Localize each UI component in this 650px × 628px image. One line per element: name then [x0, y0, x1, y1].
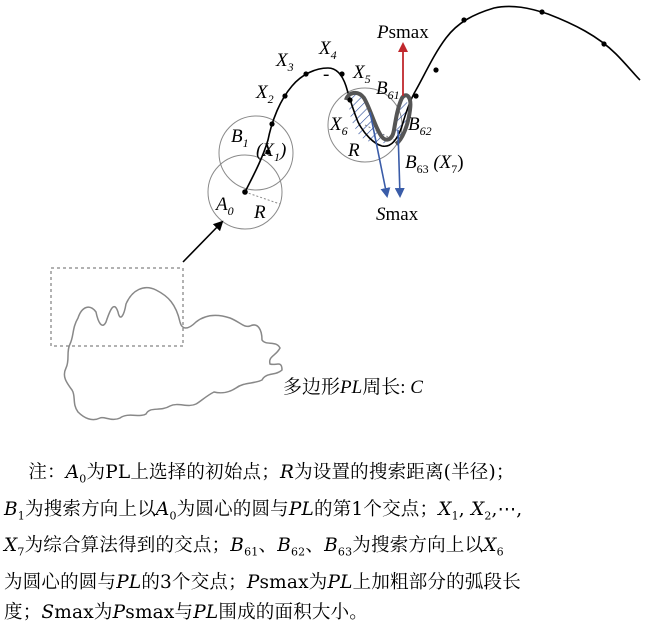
caption-line-1: 注：$A_0$为PL上选择的初始点；R为设置的搜索距离(半径)； — [28, 462, 515, 486]
caption-line-5: 度；Smax为Psmax与PL围成的面积大小。 — [4, 602, 368, 624]
curve-point — [413, 93, 418, 98]
label-x4: $X_4$ — [319, 38, 337, 62]
curve-point — [347, 97, 352, 102]
label-r-x6: R — [348, 140, 360, 161]
label-b1: $B_1$ — [231, 126, 249, 150]
caption-line-3: $X_7$为综合算法得到的交点；$B_{61}$、$B_{62}$、$B_{63}$为搜索方向上以$X_6$ — [4, 535, 504, 560]
polygon-pl-outline — [64, 288, 282, 420]
label-b61: $B_{61}$ — [376, 78, 400, 102]
curve-point — [339, 71, 344, 76]
label-b63-x7: $B_{63}$ $(X_7)$ — [405, 152, 464, 176]
curve-point — [601, 41, 606, 46]
label-x2: $X_2$ — [256, 82, 274, 106]
label-x1: $(X_1)$ — [256, 140, 287, 164]
curve-point — [303, 71, 308, 76]
zoom-region-box — [51, 268, 183, 346]
figure-caption — [4, 458, 646, 628]
label-x5: $X_5$ — [353, 62, 371, 86]
label-x6: $X_6$ — [330, 114, 348, 138]
label-a0: $A_0$ — [216, 194, 234, 218]
polygon-perimeter-label: 多边形PL周长: C — [283, 377, 423, 398]
curve-point — [539, 9, 544, 14]
curve-point — [461, 17, 466, 22]
caption-line-4: 为圆心的圆与PL的3个交点；Psmax为PL上加粗部分的弧段长 — [4, 572, 521, 594]
label-b62: $B_{62}$ — [408, 114, 432, 138]
curve-point — [242, 189, 248, 195]
label-x3: $X_3$ — [276, 50, 294, 74]
curve-point — [269, 121, 274, 126]
label-smax: Smax — [376, 204, 419, 225]
label-r-a0: R — [254, 202, 266, 223]
label-psmax: Psmax — [377, 22, 429, 43]
curve-point — [282, 93, 287, 98]
zoom-arrow — [183, 222, 222, 262]
curve-point — [433, 67, 438, 72]
smax-arrow-1 — [370, 112, 387, 196]
label-minus: - — [323, 64, 330, 85]
caption-line-2: $B_1$为搜索方向上以$A_0$为圆心的圆与PL的第1个交点；$X_1$, $X_2,\cdots$, — [4, 498, 523, 523]
